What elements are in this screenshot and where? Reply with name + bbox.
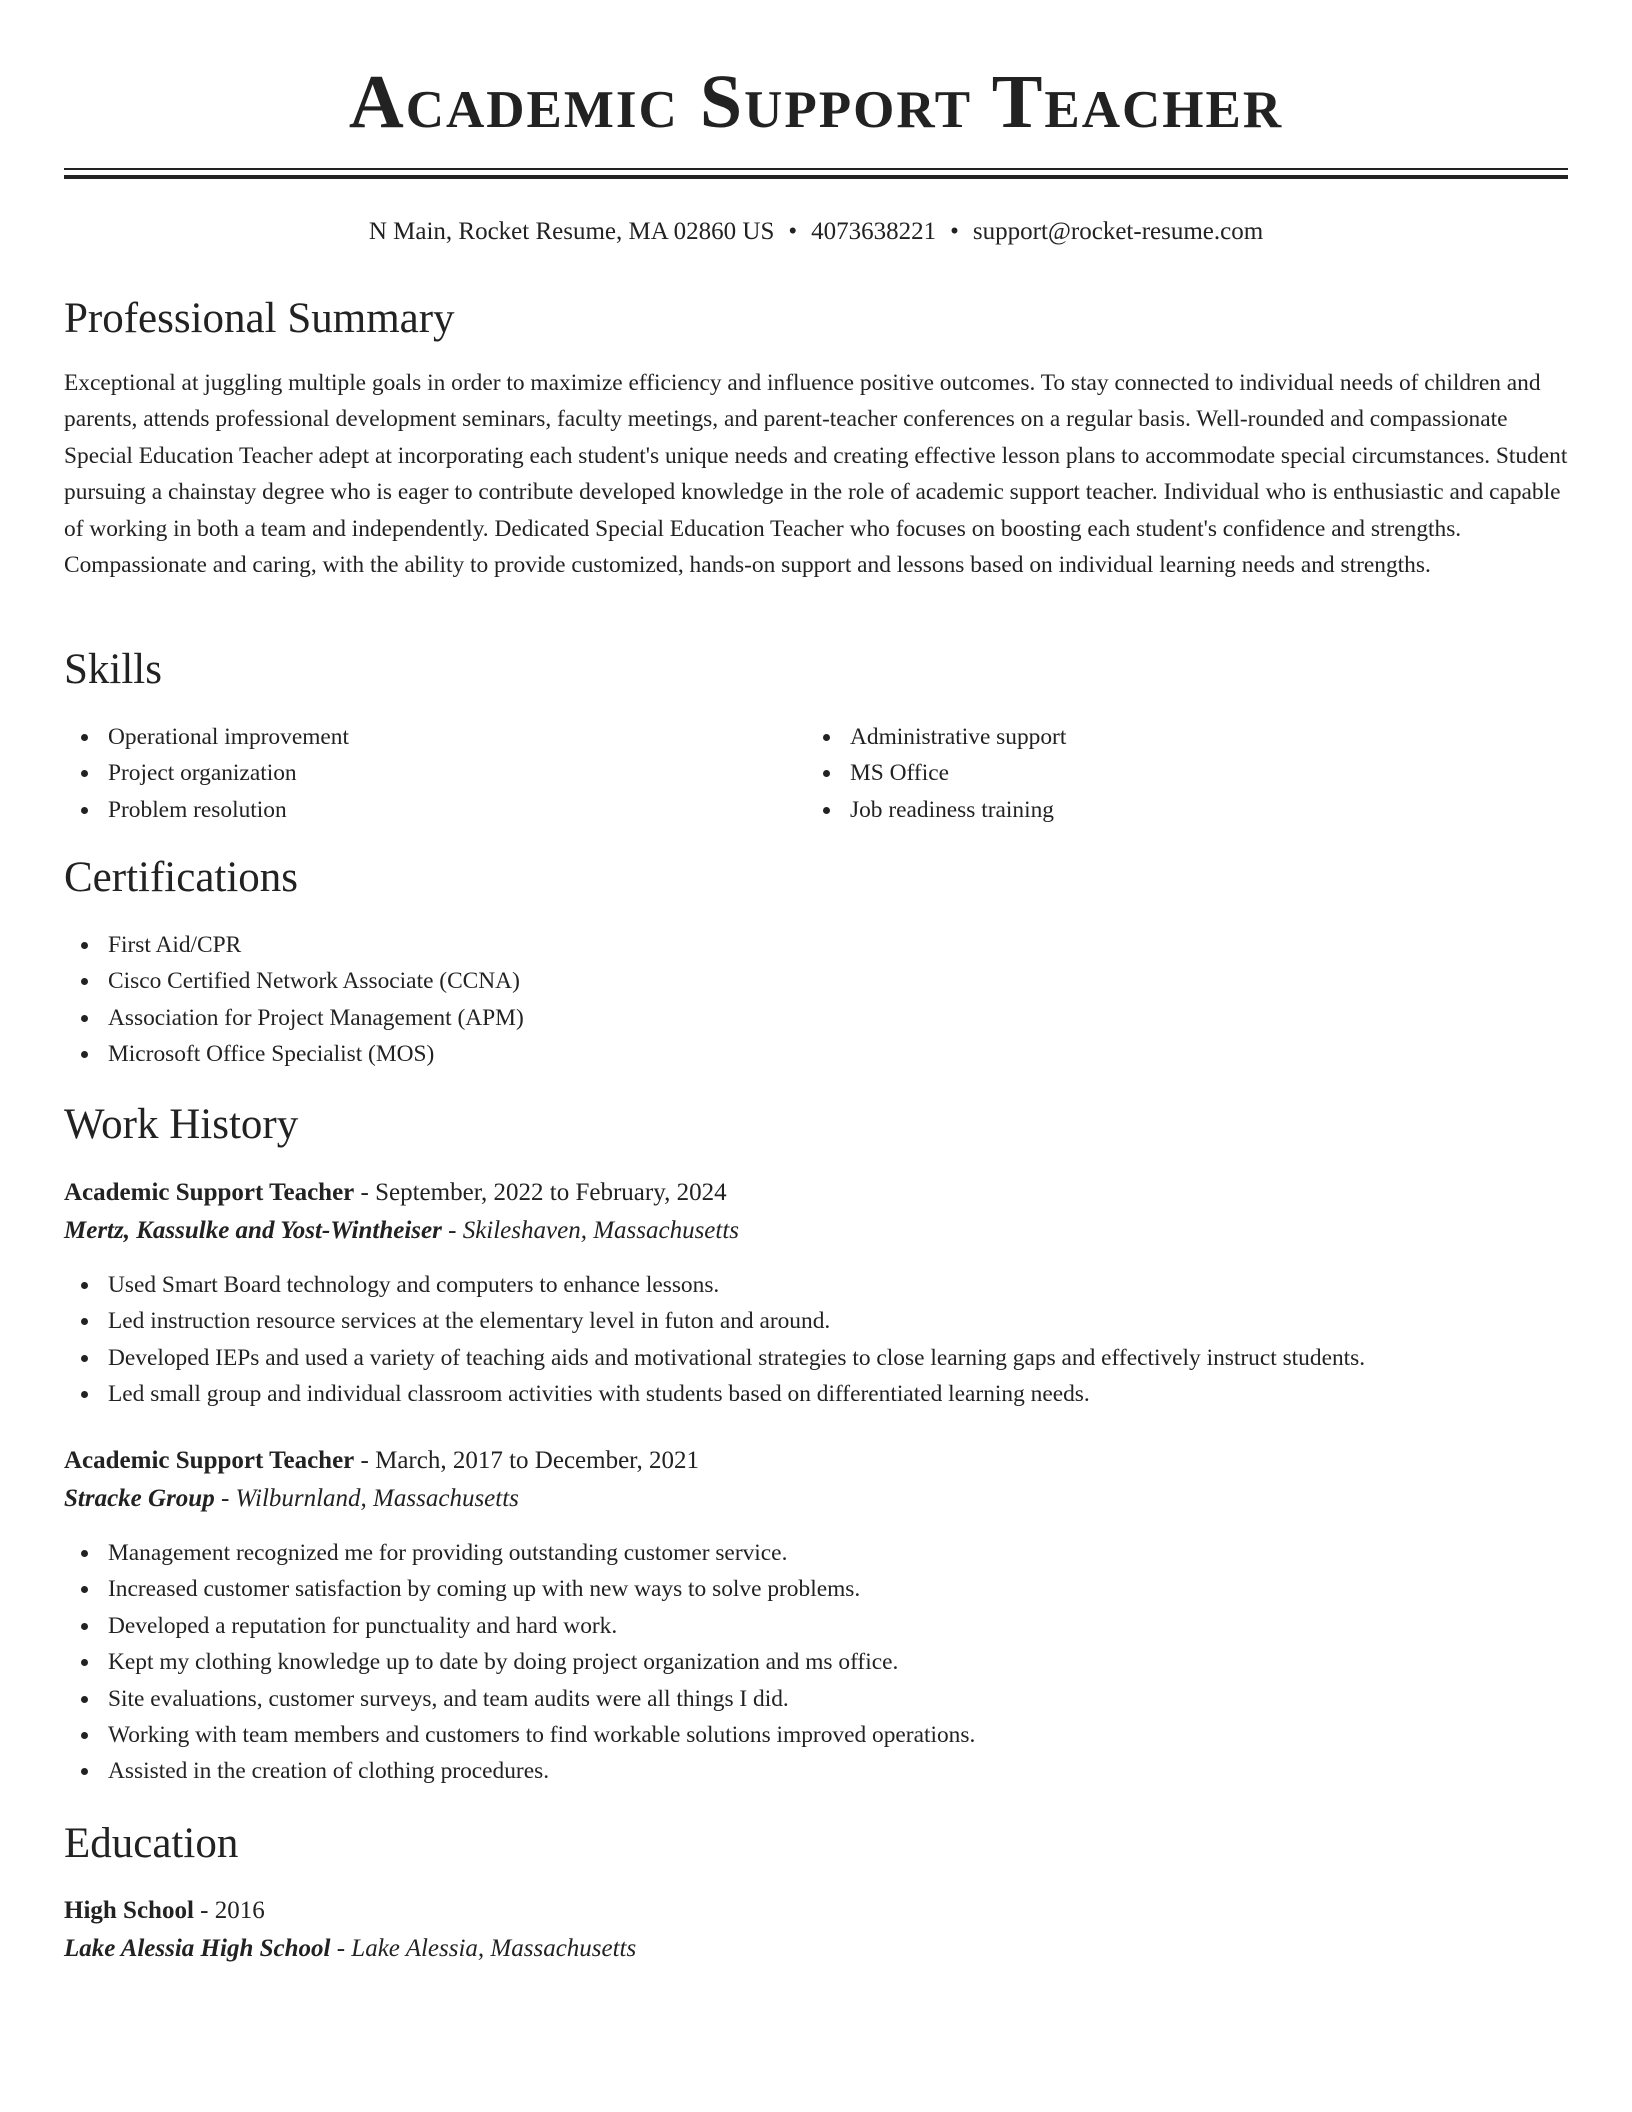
job-location: Wilburnland, Massachusetts — [235, 1485, 519, 1512]
certifications-heading: Certifications — [64, 854, 299, 901]
contact-email: support@rocket-resume.com — [972, 218, 1264, 245]
dash: - — [441, 1217, 463, 1244]
job-company-line — [64, 1481, 519, 1517]
job-location: Skileshaven, Massachusetts — [462, 1217, 740, 1244]
job-bullet: Kept my clothing knowledge up to date by doing project organization and ms office. — [64, 1644, 1564, 1680]
job-bullet: Developed IEPs and used a variety of teaching aids and motivational strategies to close learning gaps and effectively instruct students. — [64, 1340, 1564, 1376]
job-company: Stracke Group — [64, 1485, 215, 1512]
skill-item: MS Office — [806, 755, 1546, 791]
contact-line — [64, 214, 1568, 250]
job-dates: September, 2022 to February, 2024 — [375, 1179, 727, 1206]
job-bullet: Increased customer satisfaction by coming up with new ways to solve problems. — [64, 1571, 1564, 1607]
skill-item: Administrative support — [806, 719, 1546, 755]
job-bullet: Assisted in the creation of clothing procedures. — [64, 1753, 1564, 1789]
job-bullet: Working with team members and customers to find workable solutions improved operations. — [64, 1717, 1564, 1753]
contact-separator: • — [950, 218, 959, 245]
dash: - — [330, 1935, 352, 1962]
dash: - — [354, 1179, 376, 1206]
skill-item: Job readiness training — [806, 792, 1546, 828]
job-title-line — [64, 1175, 727, 1211]
job-bullet: Site evaluations, customer surveys, and team audits were all things I did. — [64, 1681, 1564, 1717]
skill-item: Operational improvement — [64, 719, 804, 755]
header-rule-thin — [64, 168, 1568, 170]
job-title: Academic Support Teacher — [64, 1179, 355, 1206]
certification-item: Microsoft Office Specialist (MOS) — [64, 1036, 1564, 1072]
contact-address: N Main, Rocket Resume, MA 02860 US — [368, 218, 775, 245]
job-title: Academic Support Teacher — [64, 1447, 355, 1474]
education-location: Lake Alessia, Massachusetts — [351, 1935, 637, 1962]
contact-phone: 4073638221 — [811, 218, 937, 245]
skills-list-right — [806, 719, 1546, 828]
education-year: 2016 — [214, 1897, 265, 1924]
job-company-line — [64, 1213, 739, 1249]
resume-title: Academic Support Teacher — [348, 60, 1284, 144]
summary-heading: Professional Summary — [64, 295, 455, 342]
dash: - — [214, 1485, 236, 1512]
certification-item: Association for Project Management (APM) — [64, 1000, 1564, 1036]
work-history-heading: Work History — [64, 1101, 299, 1148]
job-company: Mertz, Kassulke and Yost-Wintheiser — [64, 1217, 442, 1244]
job-bullet: Used Smart Board technology and computers to enhance lessons. — [64, 1267, 1564, 1303]
job-bullets — [64, 1535, 1564, 1790]
education-school: Lake Alessia High School — [64, 1935, 331, 1962]
dash: - — [193, 1897, 215, 1924]
education-degree-line — [64, 1893, 265, 1929]
job-dates: March, 2017 to December, 2021 — [375, 1447, 700, 1474]
skills-heading: Skills — [64, 646, 162, 693]
job-title-line — [64, 1443, 699, 1479]
job-bullet: Led instruction resource services at the elementary level in futon and around. — [64, 1303, 1564, 1339]
job-bullet: Led small group and individual classroom activities with students based on differentiated learning needs. — [64, 1376, 1564, 1412]
skills-list-left — [64, 719, 804, 828]
education-school-line — [64, 1931, 636, 1967]
dash: - — [354, 1447, 376, 1474]
certification-item: First Aid/CPR — [64, 927, 1564, 963]
job-bullets — [64, 1267, 1564, 1413]
education-degree: High School — [64, 1897, 194, 1924]
job-bullet: Management recognized me for providing outstanding customer service. — [64, 1535, 1564, 1571]
job-bullet: Developed a reputation for punctuality and hard work. — [64, 1608, 1564, 1644]
summary-text: Exceptional at juggling multiple goals in order to maximize efficiency and influence positive outcomes. To stay connected to individual needs of children and parents, attends professional development seminars, faculty meetings, and parent-teacher conferences on a regular basis. Well-rounded and compassionate Special Education Teacher adept at incorporating each student's unique needs and creating effective lesson plans to accommodate special circumstances. Student pursuing a chainstay degree who is eager to contribute developed knowledge in the role of academic support teacher. Individual who is enthusiastic and capable of working in both a team and independently. Dedicated Special Education Teacher who focuses on boosting each student's confidence and strengths. Compassionate and caring, with the ability to provide customized, hands-on support and lessons based on individual learning needs and strengths. — [64, 370, 1568, 579]
contact-separator: • — [788, 218, 798, 245]
certification-item: Cisco Certified Network Associate (CCNA) — [64, 963, 1564, 999]
header-rule-thick — [64, 175, 1568, 179]
skill-item: Project organization — [64, 755, 804, 791]
skill-item: Problem resolution — [64, 792, 804, 828]
certifications-list — [64, 927, 1564, 1073]
education-heading: Education — [64, 1820, 239, 1867]
